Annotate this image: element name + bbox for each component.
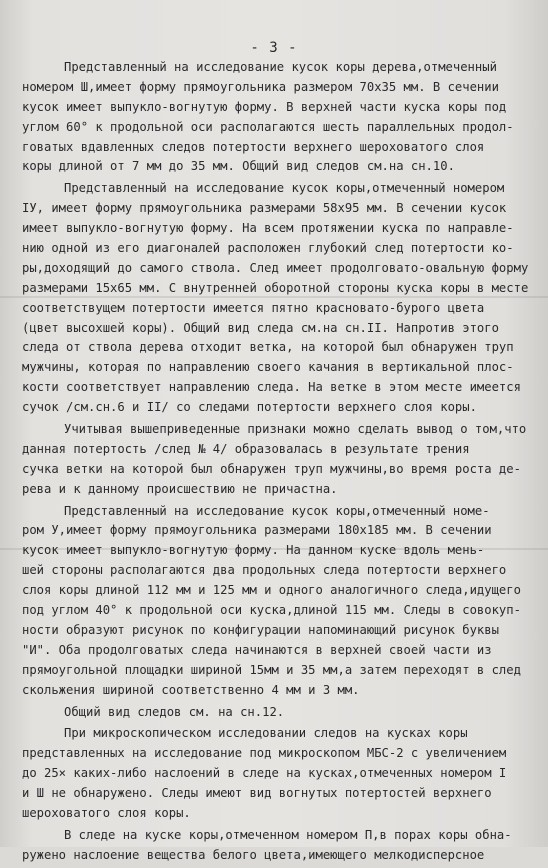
paragraph [22, 420, 527, 500]
paragraph [22, 179, 529, 418]
text-line: Представленный на исследование кусок коры дерева,отмеченный [64, 60, 497, 74]
text-line: В следе на куске коры,отмеченном номером П,в порах коры обна- [64, 827, 512, 842]
text-line: При микроскопическом исследовании следов на кусках коры [64, 726, 468, 741]
text-line: сучок /см.сн.6 и II/ со следами потертости верхнего слоя коры. [22, 400, 477, 415]
text-line: размерами 15х65 мм. С внутренней оборотной стороны куска коры в месте [22, 280, 529, 295]
text-line: ром У,имеет форму прямоугольника размерами 180х185 мм. В сечении [22, 523, 492, 538]
text-line: номером Ш,имеет форму прямоугольника размером 70х35 мм. В сечении [22, 79, 499, 94]
paragraph [22, 703, 522, 723]
text-line: шей стороны располагаются два продольных следа потертости верхнего [22, 563, 507, 578]
text-line: ружено наслоение вещества белого цвета,имеющего мелкодисперсное [22, 847, 485, 862]
text-line: коры длиной от 7 мм до 35 мм. Общий вид следов см.на сн.10. [22, 159, 455, 174]
text-line: (цвет высохшей коры). Общий вид следа см.на сн.II. Напротив этого [22, 320, 499, 335]
text-line: сучка ветки на которой был обнаружен труп мужчины,во время роста де- [22, 461, 521, 476]
text-line: и Ш не обнаружено. Следы имеют вид вогнутых потертостей верхнего [22, 786, 492, 801]
text-line: имеет выпукло-вогнутую форму. На всем протяжении куска по направле- [22, 221, 514, 236]
text-line: кусок имеет выпукло-вогнутую форму. В верхней части куска коры под [22, 99, 507, 114]
paragraph [22, 724, 522, 823]
text-line: углом 60° к продольной оси располагаются шесть параллельных продол- [22, 119, 514, 134]
text-line: нию одной из его диагоналей расположен глубокий след потертости ко- [22, 241, 514, 256]
text-line: прямоугольной площадки шириной 15мм и 35 мм,а затем переходят в след [22, 662, 521, 677]
text-line: ры,доходящий до самого ствола. След имеет продолговато-овальную форму [22, 260, 529, 275]
text-line: Представленный на исследование кусок коры,отмеченный номером [64, 181, 505, 196]
text-line: слоя коры длиной 112 мм и 125 мм и одного аналогичного следа,идущего [22, 583, 521, 598]
text-line: следа от ствола дерева отходит ветка, на которой был обнаружен труп [22, 340, 514, 355]
text-line: говатых вдавленных следов потертости верхнего шероховатого слоя [22, 139, 485, 154]
text-line: скольжения шириной соответственно 4 мм и 3 мм. [22, 682, 360, 697]
text-line: шероховатого слоя коры. [22, 805, 191, 820]
text-line: Представленный на исследование кусок коры,отмеченный номе- [64, 503, 490, 518]
page-number: - 3 - [250, 40, 298, 56]
paragraph [22, 826, 522, 866]
paragraph [22, 502, 522, 701]
text-line: "И". Оба продолговатых следа начинаются в верхней своей части из [22, 642, 492, 657]
text-line: Общий вид следов см. на сн.12. [64, 704, 285, 719]
text-line: кусок имеет выпукло-вогнутую форму. На данном куске вдоль мень- [22, 543, 485, 558]
text-line: до 25× каких-либо наслоений в следе на кусках,отмеченных номером I [22, 766, 507, 781]
text-line: мужчины, которая по направлению своего качания в вертикальной плос- [22, 360, 514, 375]
text-line: ности образуют рисунок по конфигурации напоминающий рисунок буквы [22, 622, 499, 637]
text-line: данная потертость /след № 4/ образовалась в результате трения [22, 441, 470, 456]
paragraph-gap [22, 866, 522, 868]
text-line: под углом 40° к продольной оси куска,длиной 115 мм. Следы в совокуп- [22, 603, 521, 618]
paragraph [22, 58, 522, 177]
document-body [22, 58, 529, 868]
text-line: представленных на исследование под микроскопом МБС-2 с увеличением [22, 746, 507, 761]
text-line: IУ, имеет форму прямоугольника размерами 58х95 мм. В сечении кусок [22, 201, 507, 216]
text-line: рева и к данному происшествию не причастна. [22, 481, 338, 496]
text-line: Учитывая вышеприведенные признаки можно сделать вывод о том,что [64, 422, 527, 437]
text-line: кости соответствует направлению следа. На ветке в этом месте имеется [22, 380, 521, 395]
text-line: соответствущем потертости имеется пятно красновато-бурого цвета [22, 300, 485, 315]
